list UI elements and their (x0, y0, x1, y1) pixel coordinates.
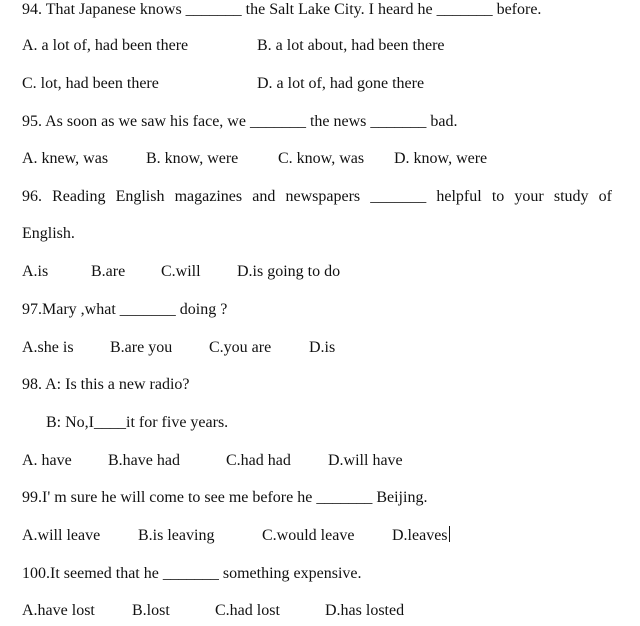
option-d[interactable]: D. know, were (394, 150, 488, 167)
question-96-stem-cont: English. (22, 225, 75, 242)
option-c[interactable]: C. know, was (278, 150, 365, 167)
stem-word: Reading (52, 188, 106, 205)
stem-word: to (491, 188, 505, 205)
stem-word: and (252, 188, 276, 205)
question-98-stem-b: B: No,I____it for five years. (46, 414, 229, 431)
stem-word: magazines (174, 188, 243, 205)
text-cursor (449, 526, 450, 542)
question-98-stem: 98. A: Is this a new radio? (22, 376, 190, 393)
option-a[interactable]: A. have (22, 452, 72, 469)
option-b[interactable]: B.are (91, 263, 126, 280)
option-a[interactable]: A.she is (22, 339, 74, 356)
answer-blank: _______ (370, 188, 427, 205)
stem-word: English (115, 188, 165, 205)
option-d[interactable]: D.is (309, 339, 336, 356)
question-94-stem: 94. That Japanese knows _______ the Salt Lake City. I heard he _______ before. (22, 1, 542, 18)
option-d-wrap (392, 526, 450, 546)
option-b[interactable]: B. a lot about, had been there (257, 37, 445, 54)
option-c[interactable]: C.you are (209, 339, 272, 356)
question-95-stem: 95. As soon as we saw his face, we _______ the news _______ bad. (22, 113, 458, 130)
option-d[interactable]: D.will have (328, 452, 403, 469)
option-b[interactable]: B.have had (108, 452, 180, 469)
question-100-stem: 100.It seemed that he _______ something expensive. (22, 565, 362, 582)
option-d[interactable]: D.is going to do (237, 263, 341, 280)
option-b[interactable]: B.are you (110, 339, 173, 356)
option-d[interactable]: D. a lot of, had gone there (257, 75, 425, 92)
option-c[interactable]: C.will (161, 263, 201, 280)
option-d[interactable]: D.has losted (325, 602, 405, 619)
option-b[interactable]: B.lost (132, 602, 170, 619)
option-a[interactable]: A.is (22, 263, 49, 280)
option-a[interactable]: A.have lost (22, 602, 95, 619)
stem-word: helpful (436, 188, 482, 205)
option-c[interactable]: C.had had (226, 452, 291, 469)
stem-word: newspapers (285, 188, 361, 205)
stem-word: study (553, 188, 589, 205)
option-c[interactable]: C.had lost (215, 602, 280, 619)
stem-word: your (514, 188, 544, 205)
stem-word: 96. (22, 188, 42, 205)
option-d[interactable]: D.leaves (392, 527, 448, 544)
option-c[interactable]: C.would leave (262, 527, 355, 544)
option-c[interactable]: C. lot, had been there (22, 75, 159, 92)
option-b[interactable]: B.is leaving (138, 527, 215, 544)
option-a[interactable]: A. a lot of, had been there (22, 37, 189, 54)
option-b[interactable]: B. know, were (146, 150, 239, 167)
question-99-stem: 99.I' m sure he will come to see me before he _______ Beijing. (22, 489, 428, 506)
option-a[interactable]: A. knew, was (22, 150, 109, 167)
option-a[interactable]: A.will leave (22, 527, 101, 544)
question-97-stem: 97.Mary ,what _______ doing ? (22, 301, 228, 318)
question-96-stem (22, 187, 612, 207)
stem-word: of (598, 188, 612, 205)
